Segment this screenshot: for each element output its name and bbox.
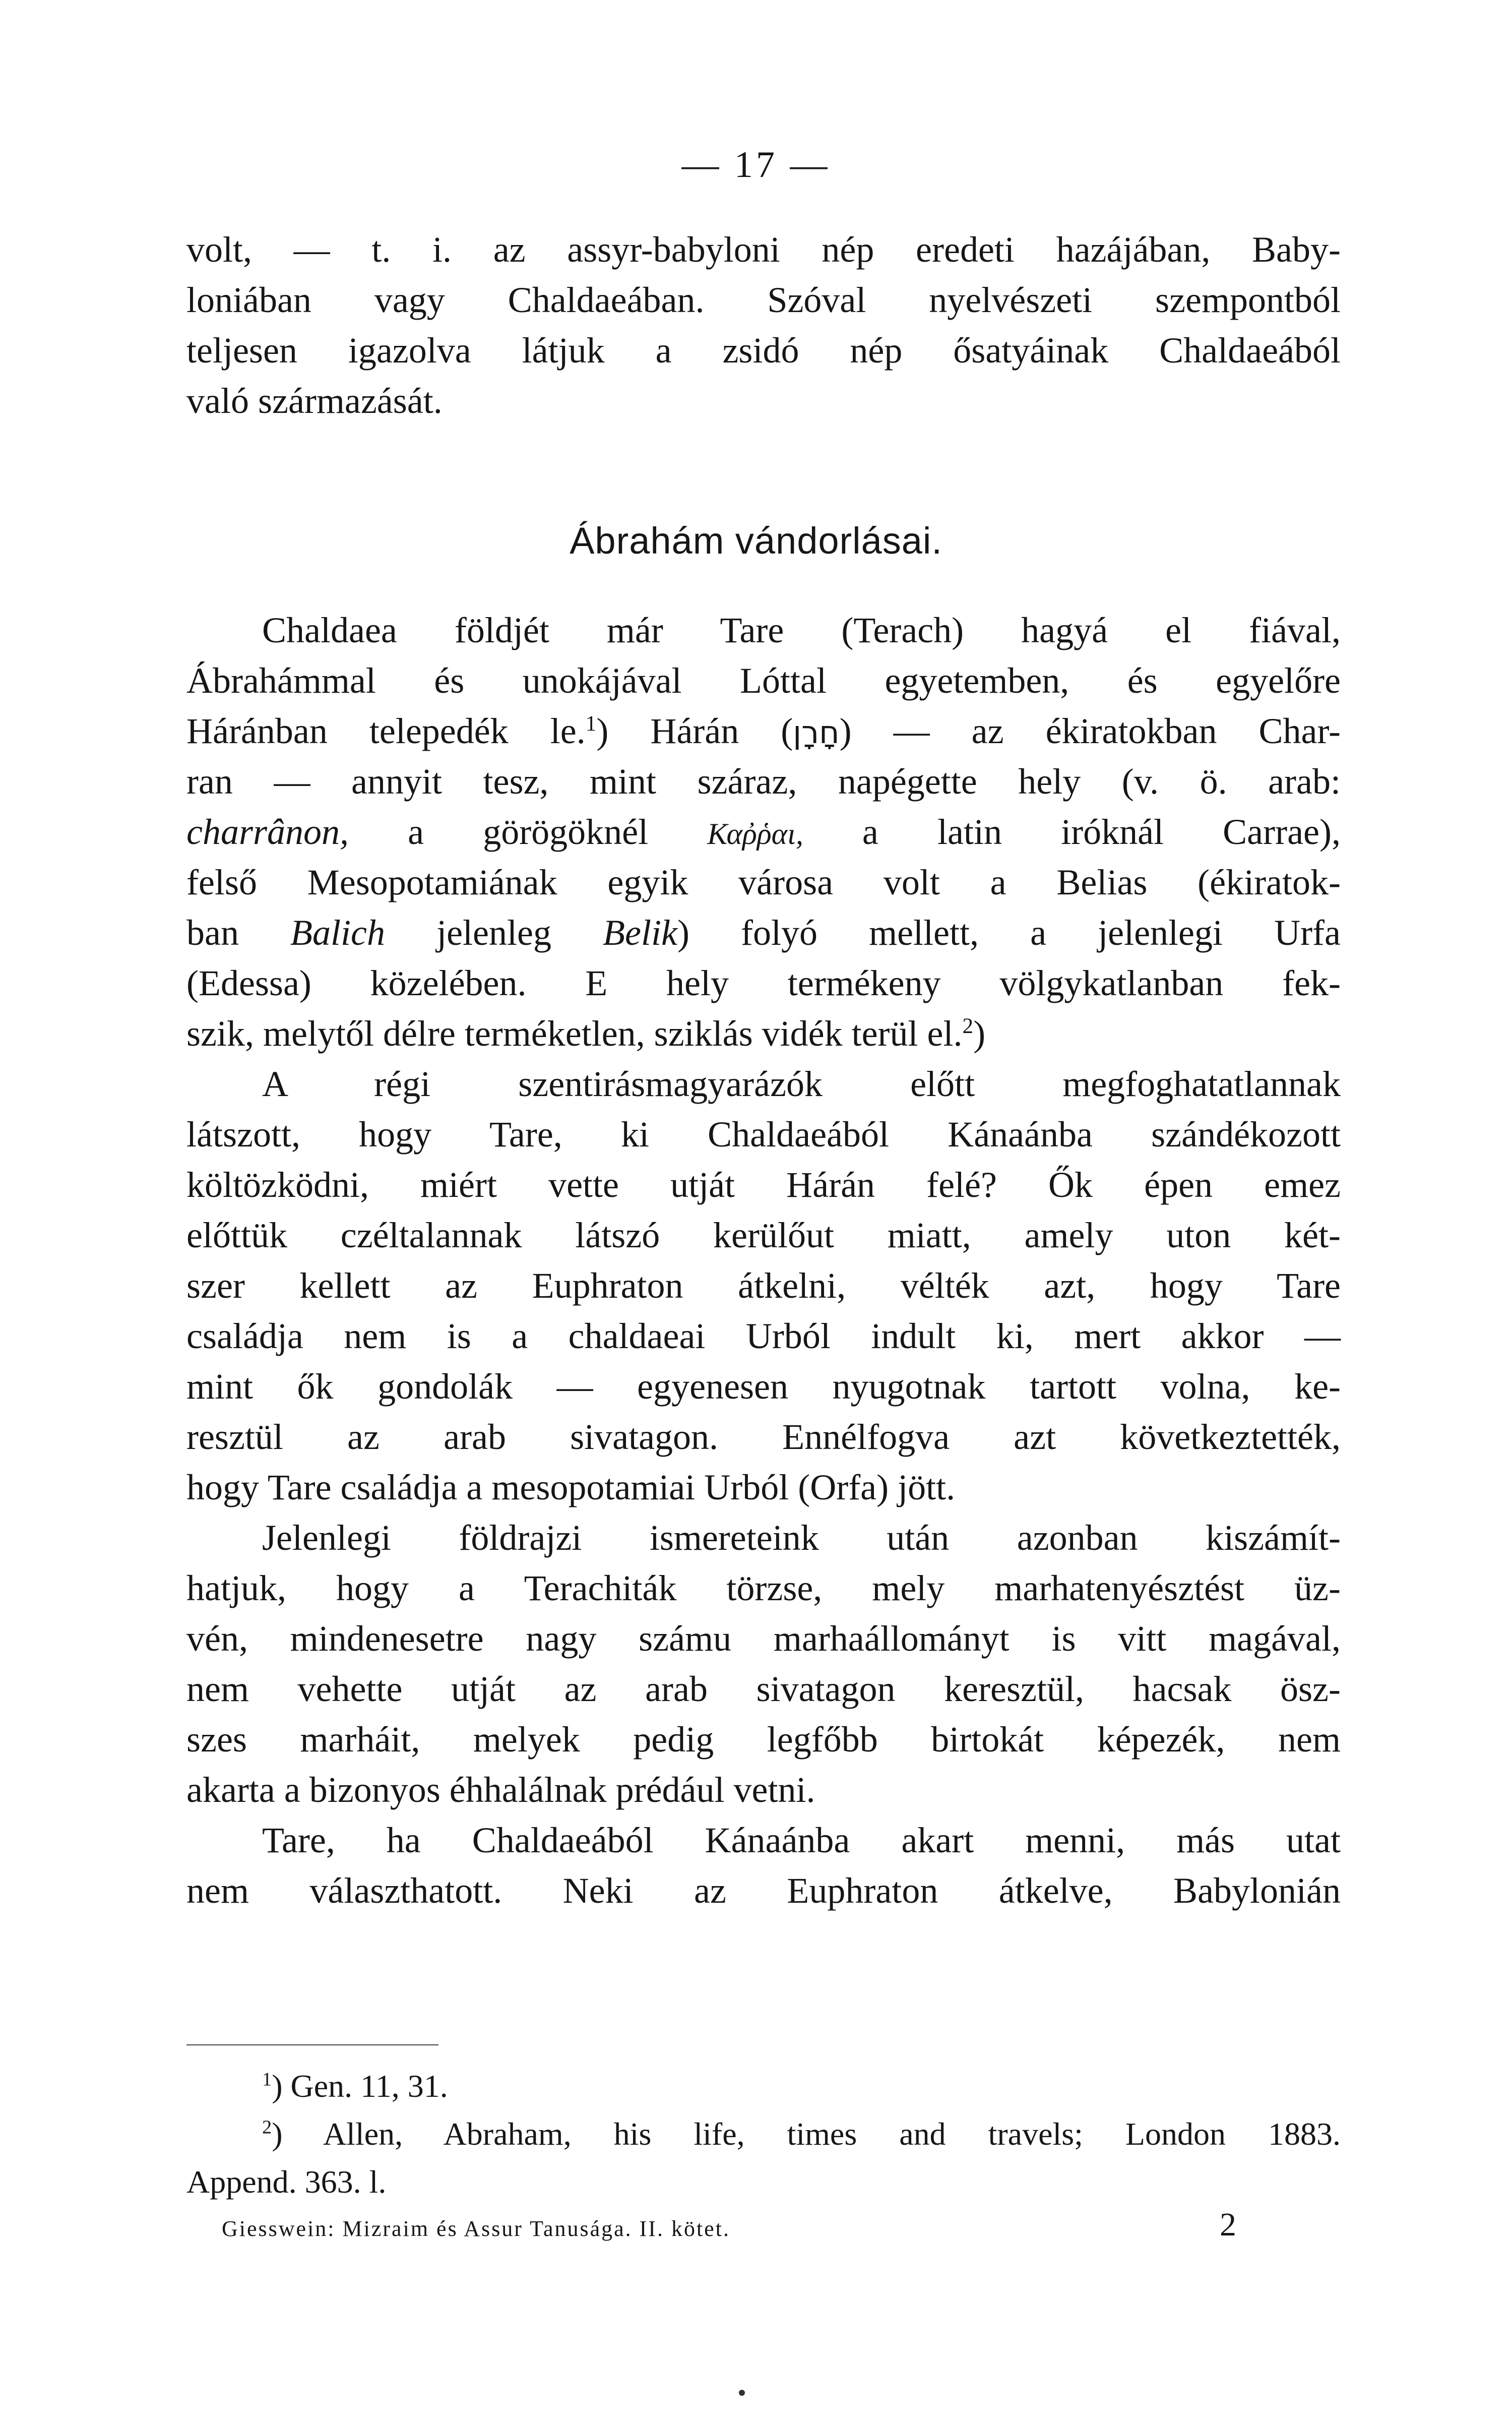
text-line: volt, — t. i. az assyr-babyloni nép eredeti hazájában, Baby- bbox=[186, 229, 1341, 270]
printer-signature: Giesswein: Mizraim és Assur Tanusága. II. kötet. bbox=[222, 2216, 730, 2241]
text-fragment: ) — az ékiratokban Char- bbox=[839, 711, 1341, 751]
text-line: mint ők gondolák — egyenesen nyugotnak tartott volna, ke- bbox=[186, 1366, 1341, 1407]
footnote-text: ) Allen, Abraham, his life, times and travels; London 1883. bbox=[272, 2116, 1341, 2152]
text-fragment: ) Hárán ( bbox=[596, 711, 793, 751]
text-line: való származását. bbox=[186, 381, 443, 421]
text-line: loniában vagy Chaldaeában. Szóval nyelvészeti szempontból bbox=[186, 280, 1341, 320]
signature-number: 2 bbox=[1220, 2206, 1236, 2243]
footnote-text: ) Gen. 11, 31. bbox=[272, 2068, 448, 2104]
footnote-ref: 1 bbox=[585, 712, 597, 736]
text-line: Chaldaea földjét már Tare (Terach) hagyá el fiával, bbox=[262, 610, 1341, 650]
text-line: Tare, ha Chaldaeából Kánaánba akart menni, más utat bbox=[262, 1820, 1341, 1860]
text-line: hatjuk, hogy a Terachiták törzse, mely marhatenyésztést üz- bbox=[186, 1568, 1341, 1608]
text-line: resztül az arab sivatagon. Ennélfogva azt következtették, bbox=[186, 1417, 1341, 1457]
text-line: Jelenlegi földrajzi ismereteink után azonban kiszámít- bbox=[262, 1518, 1341, 1558]
text-line: ran — annyit tesz, mint száraz, napégette hely (v. ö. arab: bbox=[186, 761, 1341, 802]
page-number: — 17 — bbox=[681, 144, 831, 186]
paragraph-4 bbox=[186, 1512, 1341, 1815]
text-line: nem választhatott. Neki az Euphraton átkelve, Babylonián bbox=[186, 1870, 1341, 1911]
section-heading: Ábrahám vándorlásai. bbox=[570, 520, 942, 562]
text-fragment: ) bbox=[973, 1013, 986, 1054]
text-fragment: ban bbox=[186, 913, 291, 953]
text-line: családja nem is a chaldaeai Urból indult ki, mert akkor — bbox=[186, 1316, 1341, 1356]
footnote-2-continuation: Append. 363. l. bbox=[186, 2164, 387, 2200]
text-fragment: jelenleg bbox=[385, 913, 603, 953]
text-line bbox=[186, 908, 1341, 958]
italic-term: Balich bbox=[290, 913, 385, 953]
text-line: teljesen igazolva látjuk a zsidó nép ősatyáinak Chaldaeából bbox=[186, 330, 1341, 371]
text-fragment: a latin iróknál Carrae), bbox=[803, 812, 1341, 852]
text-line: Ábrahámmal és unokájával Lóttal egyetemben, és egyelőre bbox=[186, 660, 1341, 701]
footnote-ref: 2 bbox=[962, 1014, 974, 1038]
text-line: hogy Tare családja a mesopotamiai Urból (Orfa) jött. bbox=[186, 1467, 956, 1507]
greek-term: Καῤῥαι, bbox=[707, 817, 803, 851]
text-line bbox=[186, 706, 1341, 756]
text-line: szer kellett az Euphraton átkelni, vélték azt, hogy Tare bbox=[186, 1265, 1341, 1306]
text-line: akarta a bizonyos éhhalálnak prédául vetni. bbox=[186, 1770, 815, 1810]
text-line: (Edessa) közelében. E hely termékeny völgykatlanban fek- bbox=[186, 963, 1341, 1003]
print-speck bbox=[739, 2390, 745, 2396]
italic-term: charrânon, bbox=[186, 812, 349, 852]
footnote-divider bbox=[186, 2044, 438, 2045]
text-line: szes marháit, melyek pedig legfőbb birtokát képezék, nem bbox=[186, 1719, 1341, 1760]
footnotes bbox=[186, 2062, 1341, 2206]
text-line: költözködni, miért vette utját Hárán felé? Ők épen emez bbox=[186, 1165, 1341, 1205]
hebrew-word: חָרָן bbox=[793, 714, 840, 751]
footnote-mark: 1 bbox=[262, 2069, 272, 2090]
text-fragment: a görögöknél bbox=[349, 812, 708, 852]
paragraph-3 bbox=[186, 1059, 1341, 1512]
text-line: vén, mindenesetre nagy számu marhaállományt is vitt magával, bbox=[186, 1618, 1341, 1659]
text-line: felső Mesopotamiának egyik városa volt a Belias (ékiratok- bbox=[186, 862, 1341, 902]
footnote-1 bbox=[186, 2062, 1341, 2110]
text-line: nem vehette utját az arab sivatagon keresztül, hacsak ösz- bbox=[186, 1669, 1341, 1709]
text-line bbox=[186, 807, 1341, 857]
text-fragment: ) folyó mellett, a jelenlegi Urfa bbox=[677, 913, 1341, 953]
text-line: előttük czéltalannak látszó kerülőut miatt, amely uton két- bbox=[186, 1215, 1341, 1255]
italic-term: Belik bbox=[603, 913, 677, 953]
footnote-2 bbox=[186, 2110, 1341, 2158]
text-line: látszott, hogy Tare, ki Chaldaeából Kánaánba szándékozott bbox=[186, 1114, 1341, 1155]
paragraph-1 bbox=[186, 224, 1341, 426]
paragraph-2 bbox=[186, 605, 1341, 1059]
paragraph-5 bbox=[186, 1815, 1341, 1916]
text-fragment: szik, melytől délre terméketlen, sziklás vidék terül el. bbox=[186, 1013, 963, 1054]
text-line bbox=[186, 1008, 1341, 1059]
footnote-mark: 2 bbox=[262, 2116, 272, 2138]
text-fragment: Háránban telepedék le. bbox=[186, 711, 586, 751]
text-line: A régi szentirásmagyarázók előtt megfoghatatlannak bbox=[262, 1064, 1341, 1104]
